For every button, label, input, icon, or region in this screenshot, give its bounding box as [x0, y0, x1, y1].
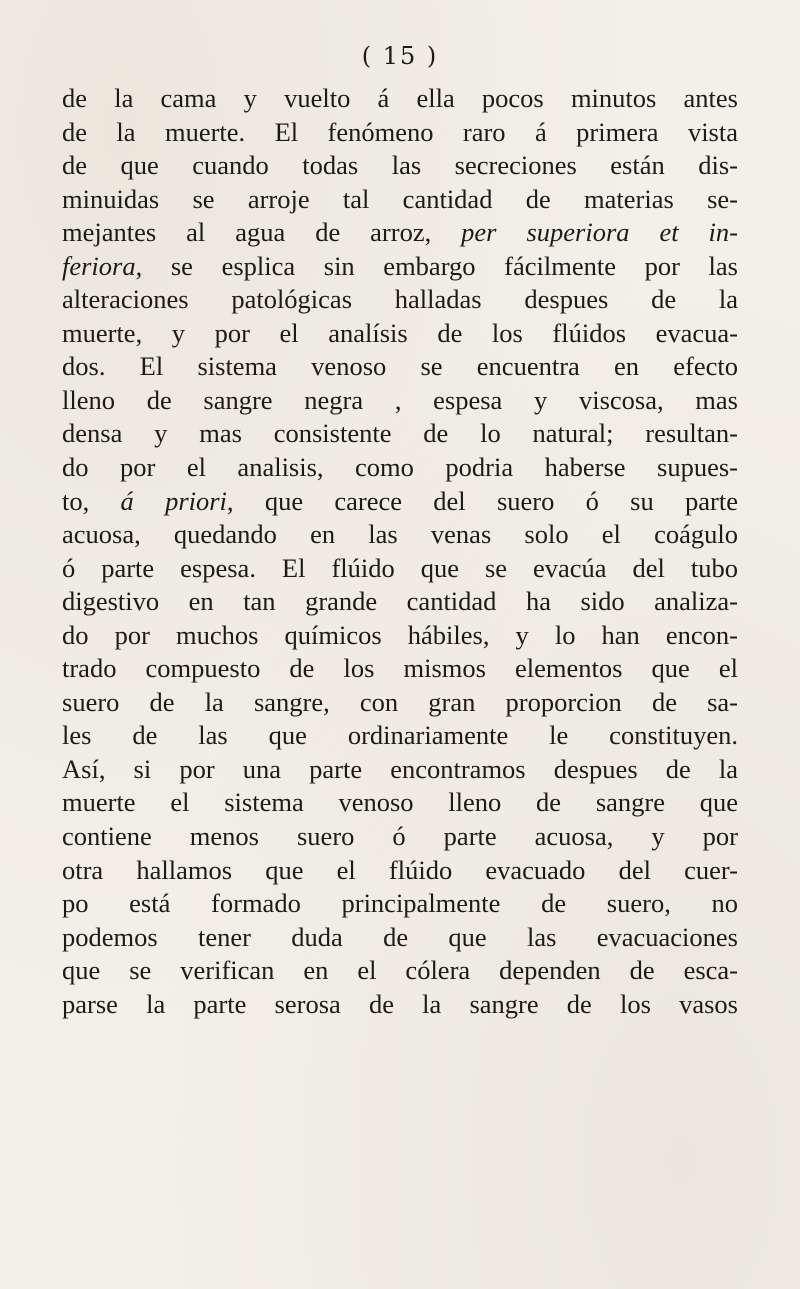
text-span: suero de la sangre, con gran proporcion de sa-: [62, 686, 738, 717]
text-span: ó parte espesa. El flúido que se evacúa del tubo: [62, 552, 738, 583]
text-span: , se esplica sin embargo fácilmente por las: [135, 250, 738, 281]
text-span: densa y mas consistente de lo natural; resultan-: [62, 418, 738, 449]
text-line: [62, 954, 738, 988]
text-line: [62, 652, 738, 686]
text-span: podemos tener duda de que las evacuaciones: [62, 921, 738, 952]
text-span: Así, si por una parte encontramos despues de la: [62, 753, 738, 784]
text-span: alteraciones patológicas halladas despues de la: [62, 284, 738, 315]
text-line: [62, 854, 738, 888]
text-span: dos. El sistema venoso se encuentra en efecto: [62, 351, 738, 382]
text-span: de la cama y vuelto á ella pocos minutos antes: [62, 83, 738, 113]
text-span: de la muerte. El fenómeno raro á primera vista: [62, 116, 738, 147]
body-text: [62, 82, 738, 1021]
text-span: do por muchos químicos hábiles, y lo han encon-: [62, 619, 738, 650]
text-line: [62, 585, 738, 619]
text-span: otra hallamos que el flúido evacuado del cuer-: [62, 854, 738, 885]
text-line: [62, 619, 738, 653]
text-line: [62, 753, 738, 787]
page-number: ( 15 ): [361, 42, 439, 70]
text-span: que se verifican en el cólera dependen de esca-: [62, 955, 738, 986]
text-span: muerte el sistema venoso lleno de sangre que: [62, 787, 738, 818]
text-line: [62, 518, 738, 552]
text-line: [62, 283, 738, 317]
text-span: trado compuesto de los mismos elementos que el: [62, 653, 738, 684]
text-span: lleno de sangre negra , espesa y viscosa, mas: [62, 384, 738, 415]
text-span: muerte, y por el analísis de los flúidos evacua-: [62, 317, 738, 348]
text-line: [62, 820, 738, 854]
italic-span: per superiora et in-: [461, 217, 738, 248]
text-span: parse la parte serosa de la sangre de los vasos: [62, 988, 738, 1019]
text-line: [62, 116, 738, 150]
text-span: mejantes al agua de arroz,: [62, 217, 462, 248]
text-span: de que cuando todas las secreciones están dis-: [62, 150, 738, 181]
text-line: [62, 921, 738, 955]
text-span: , que carece del suero ó su parte: [226, 485, 738, 516]
text-span: les de las que ordinariamente le constituyen.: [62, 720, 738, 751]
text-line: [62, 988, 738, 1022]
text-line: [62, 686, 738, 720]
text-line: [62, 250, 738, 284]
text-span: minuidas se arroje tal cantidad de materias se-: [62, 183, 738, 214]
text-line: [62, 417, 738, 451]
text-line: [62, 350, 738, 384]
italic-span: feriora: [62, 250, 136, 281]
italic-span: á priori: [120, 485, 227, 516]
text-span: to,: [62, 485, 121, 516]
text-line: [62, 719, 738, 753]
text-span: digestivo en tan grande cantidad ha sido analiza-: [62, 586, 738, 617]
text-line: [62, 183, 738, 217]
text-line: [62, 317, 738, 351]
text-line: [62, 82, 738, 116]
text-span: do por el analisis, como podria haberse supues-: [62, 452, 738, 483]
text-line: [62, 149, 738, 183]
text-span: contiene menos suero ó parte acuosa, y por: [62, 821, 738, 852]
text-line: [62, 552, 738, 586]
text-line: [62, 384, 738, 418]
text-line: [62, 216, 738, 250]
text-line: [62, 887, 738, 921]
text-line: [62, 786, 738, 820]
text-span: acuosa, quedando en las venas solo el coágulo: [62, 519, 738, 550]
text-span: po está formado principalmente de suero, no: [62, 888, 738, 919]
text-line: [62, 485, 738, 519]
text-line: [62, 451, 738, 485]
